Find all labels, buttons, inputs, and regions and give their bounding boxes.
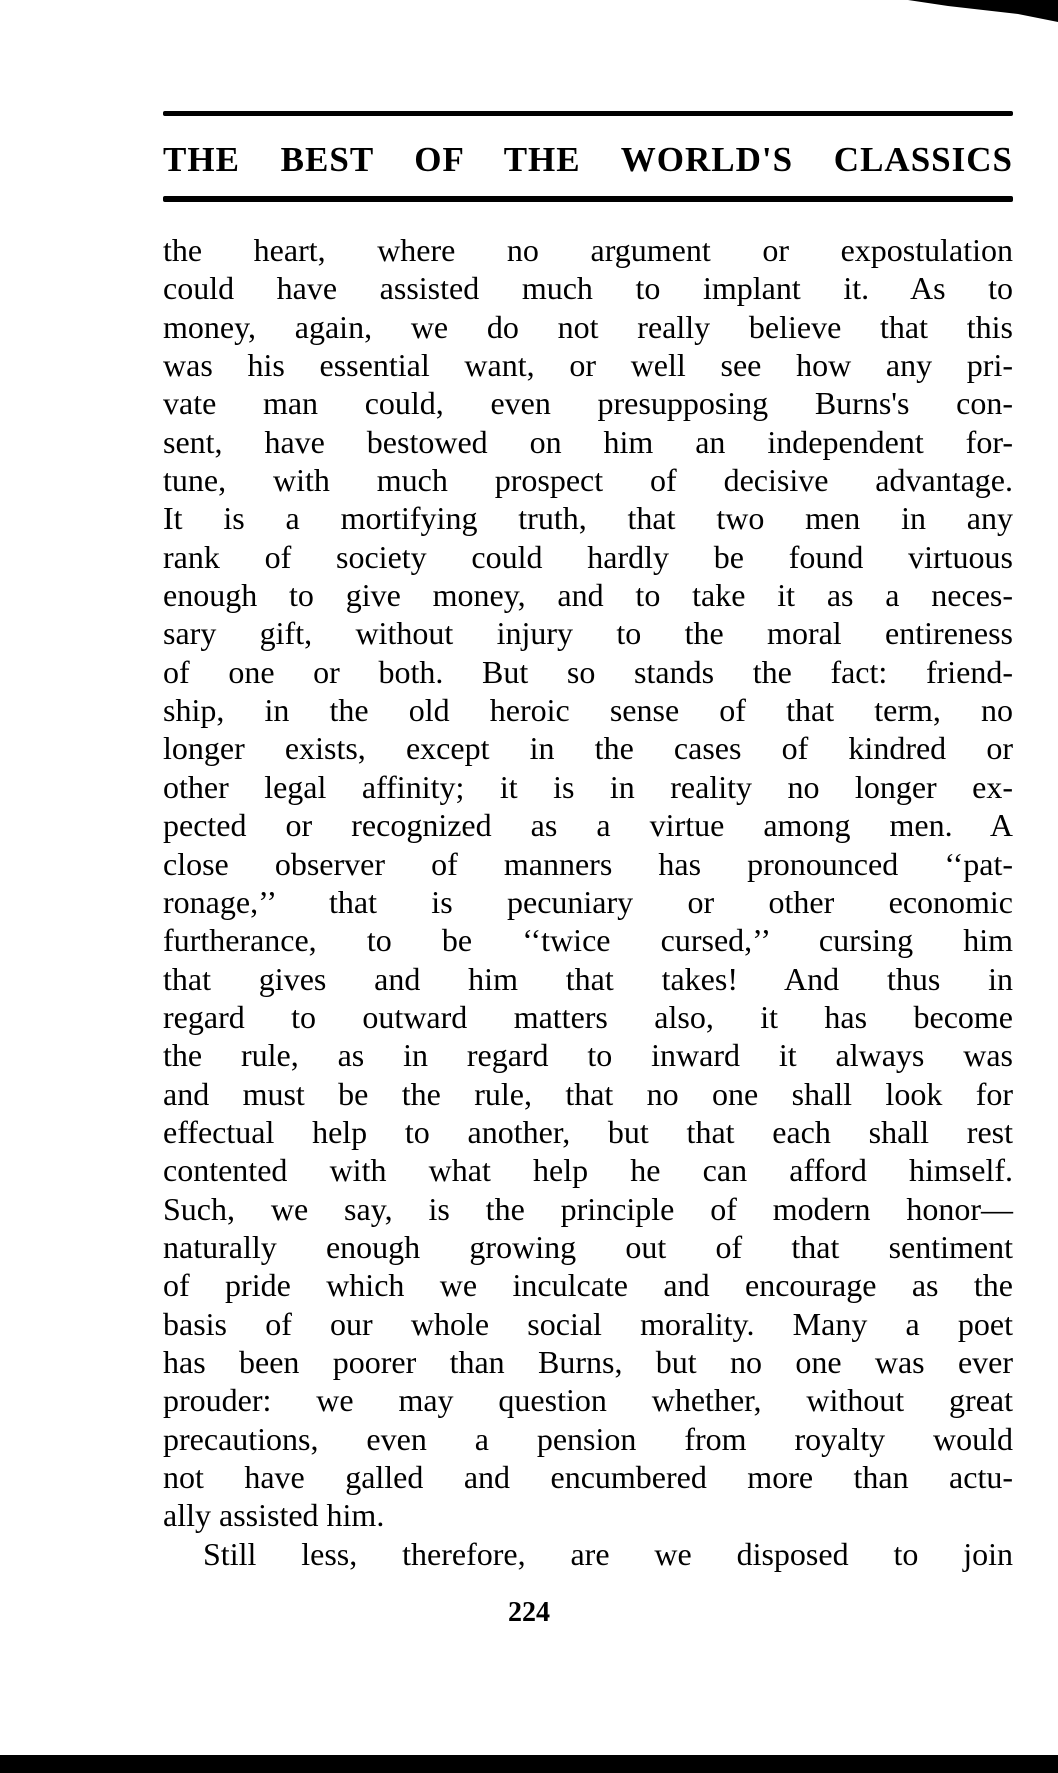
- text-line: the rule, as in regard to inward it always was: [163, 1037, 1013, 1074]
- body-text: [163, 231, 1013, 1573]
- text-line: was his essential want, or well see how any pri-: [163, 347, 1013, 384]
- running-head: THE BEST OF THE WORLD'S CLASSICS: [163, 140, 1013, 179]
- header-rule-top: [163, 111, 1013, 116]
- text-line: rank of society could hardly be found virtuous: [163, 538, 1013, 575]
- text-line: basis of our whole social morality. Many a poet: [163, 1305, 1013, 1342]
- text-line: has been poorer than Burns, but no one was ever: [163, 1343, 1013, 1380]
- scan-bottom-edge: [0, 1755, 1058, 1773]
- text-line: enough to give money, and to take it as a neces-: [163, 577, 1013, 614]
- text-line: of one or both. But so stands the fact: friend-: [163, 653, 1013, 690]
- text-line: contented with what help he can afford himself.: [163, 1152, 1013, 1189]
- text-line: that gives and him that takes! And thus in: [163, 960, 1013, 997]
- text-line: could have assisted much to implant it. As to: [163, 270, 1013, 307]
- text-line: Still less, therefore, are we disposed to join: [203, 1535, 1013, 1572]
- text-line: pected or recognized as a virtue among men. A: [163, 807, 1013, 844]
- text-line: precautions, even a pension from royalty would: [163, 1420, 1013, 1457]
- text-line: furtherance, to be ‘‘twice cursed,’’ cursing him: [163, 922, 1013, 959]
- text-line: of pride which we inculcate and encourage as the: [163, 1267, 1013, 1304]
- text-line: close observer of manners has pronounced ‘‘pat-: [163, 845, 1013, 882]
- text-line: Such, we say, is the principle of modern honor—: [163, 1190, 1013, 1227]
- text-line: longer exists, except in the cases of kindred or: [163, 730, 1013, 767]
- text-line: effectual help to another, but that each shall rest: [163, 1113, 1013, 1150]
- text-line: tune, with much prospect of decisive advantage.: [163, 462, 1013, 499]
- text-line: ship, in the old heroic sense of that term, no: [163, 692, 1013, 729]
- text-line: and must be the rule, that no one shall look for: [163, 1075, 1013, 1112]
- text-line: money, again, we do not really believe that this: [163, 308, 1013, 345]
- text-line: sent, have bestowed on him an independent for-: [163, 423, 1013, 460]
- text-line: other legal affinity; it is in reality no longer ex-: [163, 768, 1013, 805]
- text-line: sary gift, without injury to the moral entireness: [163, 615, 1013, 652]
- text-line: not have galled and encumbered more than actu-: [163, 1459, 1013, 1495]
- text-line: the heart, where no argument or expostulation: [163, 232, 1013, 268]
- scan-edge-shadow: [908, 0, 1058, 22]
- text-line: regard to outward matters also, it has become: [163, 998, 1013, 1035]
- text-line: ally assisted him.: [163, 1497, 385, 1534]
- header-rule-bottom: [163, 196, 1013, 202]
- page-number: 224: [508, 1597, 550, 1628]
- text-line: ronage,’’ that is pecuniary or other economic: [163, 883, 1013, 920]
- text-line: prouder: we may question whether, without great: [163, 1382, 1013, 1419]
- text-line: It is a mortifying truth, that two men in any: [163, 500, 1013, 537]
- text-line: naturally enough growing out of that sentiment: [163, 1228, 1013, 1265]
- text-line: vate man could, even presupposing Burns's con-: [163, 385, 1013, 422]
